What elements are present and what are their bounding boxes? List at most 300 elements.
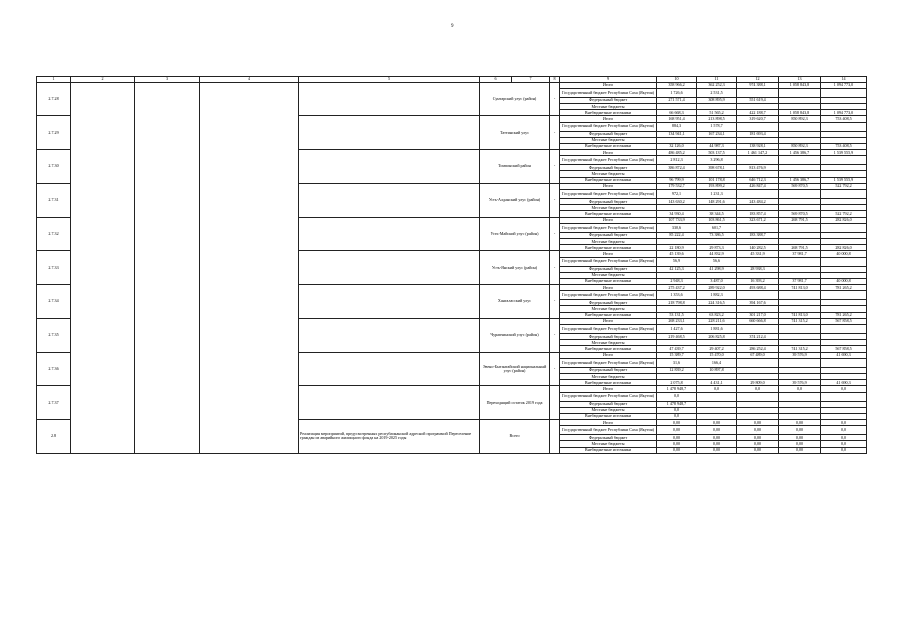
amount-cell: 140 282,5 [737,245,779,251]
item-number: 2.7.29 [37,116,71,150]
amount-cell: 358 966,2 [657,82,697,88]
amount-cell: 67 489,0 [737,352,779,358]
amount-cell: 40 000,8 [821,278,867,284]
amount-cell: 44 832,9 [697,251,737,257]
funding-source-label: Итого [560,82,657,88]
amount-cell: 422 188,7 [737,110,779,116]
amount-cell: 268 233,1 [657,318,697,324]
project-description [299,318,480,352]
amount-cell: 243 484,2 [737,199,779,205]
amount-cell: 271 571,4 [657,97,697,103]
funding-source-label: Местные бюджеты [560,238,657,244]
amount-cell: 39 576,9 [779,380,821,386]
amount-cell [821,325,867,334]
amount-cell: 0,00 [737,426,779,435]
amount-cell: 0,00 [737,441,779,447]
amount-cell: 29 873,3 [697,245,737,251]
amount-cell: 286 252,4 [737,346,779,352]
amount-cell: 41 690,3 [821,380,867,386]
dash-cell: - [550,352,560,386]
funding-source-label: Государственный бюджет Республики Саха (Якутия) [560,358,657,367]
project-description [299,285,480,319]
amount-cell: 4 431,1 [697,380,737,386]
funding-source-label: Федеральный бюджет [560,97,657,103]
funding-source-label: Итого [560,251,657,257]
amount-cell: 1 058 843,8 [779,110,821,116]
amount-cell: 40 000,8 [821,251,867,257]
funding-source-label: Государственный бюджет Республики Саха (Якутия) [560,325,657,334]
amount-cell: 45 139,6 [657,251,697,257]
district-name: Хангаласский улус [480,285,550,319]
amount-cell: 1 882,3 [697,291,737,300]
amount-cell: 148 291,6 [697,199,737,205]
item-number: 2.7.31 [37,183,71,217]
project-description [299,183,480,217]
funding-source-label: Итого [560,183,657,189]
amount-cell: 63 823,2 [697,312,737,318]
district-name: Таттинский улус [480,116,550,150]
amount-cell: 0,0 [737,386,779,392]
amount-cell: 101 178,8 [697,177,737,183]
amount-cell: 0,00 [657,426,697,435]
amount-cell: 219 468,5 [657,334,697,340]
amount-cell [779,257,821,266]
amount-cell: 41 690,3 [821,352,867,358]
amount-cell: 56,6 [697,257,737,266]
funding-source-label: Внебюджетные источники [560,413,657,419]
dash-cell: - [550,318,560,352]
amount-cell: 813 476,9 [737,165,779,171]
amount-cell: 0,0 [821,426,867,435]
amount-cell: 0,00 [697,441,737,447]
amount-cell: 0,0 [821,435,867,441]
dash-cell: - [550,150,560,184]
column-number: 14 [821,77,867,83]
amount-cell: 0,00 [779,435,821,441]
amount-cell [779,88,821,97]
column-number: 2 [71,77,135,83]
amount-cell: 0,00 [657,441,697,447]
amount-cell: 753 408,5 [821,143,867,149]
amount-cell: 22 180,9 [657,245,697,251]
amount-cell [779,190,821,199]
funding-source-label: Государственный бюджет Республики Саха (Якутия) [560,257,657,266]
amount-cell: 486 485,2 [657,150,697,156]
amount-cell: 12 839,2 [657,367,697,373]
dash-cell: - [550,251,560,285]
amount-cell: 0,00 [737,435,779,441]
amount-cell: 972,1 [657,190,697,199]
amount-cell [821,88,867,97]
amount-cell: 601,7 [697,223,737,232]
item-number: 2.7.30 [37,150,71,184]
funding-source-label: Местные бюджеты [560,373,657,379]
amount-cell: 386 872,4 [657,165,697,171]
amount-cell [737,190,779,199]
funding-source-label: Местные бюджеты [560,171,657,177]
amount-cell: 0,00 [779,420,821,426]
amount-cell: 1 539 555,9 [821,177,867,183]
amount-cell: 29 407,2 [697,346,737,352]
amount-cell: 38 344,5 [697,211,737,217]
amount-cell: 1 427,6 [657,325,697,334]
amount-cell: 569 870,5 [779,183,821,189]
funding-source-label: Местные бюджеты [560,306,657,312]
amount-cell: 181 693,4 [737,131,779,137]
amount-cell: 45 331,9 [737,251,779,257]
column-number: 6 [480,77,512,83]
amount-cell: 741 813,0 [779,285,821,291]
amount-cell [779,156,821,165]
funding-source-label: Государственный бюджет Республики Саха (Якутия) [560,392,657,401]
amount-cell: 0,00 [697,447,737,453]
amount-cell: 193 899,2 [697,183,737,189]
funding-source-label: Внебюджетные источники [560,143,657,149]
col3-cell [135,82,200,453]
amount-cell: 781 265,2 [821,285,867,291]
funding-source-label: Федеральный бюджет [560,232,657,238]
amount-cell: 15 470,0 [697,352,737,358]
funding-source-label: Государственный бюджет Республики Саха (Якутия) [560,291,657,300]
dash-cell: - [550,116,560,150]
amount-cell: 301 217,0 [737,312,779,318]
amount-cell: 0,00 [657,447,697,453]
amount-cell: 0,00 [779,441,821,447]
column-number: 12 [737,77,779,83]
funding-source-label: Государственный бюджет Республики Саха (Якутия) [560,156,657,165]
amount-cell: 218 798,8 [657,300,697,306]
amount-cell: 660 666,8 [737,318,779,324]
funding-source-label: Федеральный бюджет [560,401,657,407]
amount-cell: 0,0 [821,447,867,453]
amount-cell: 228 211,6 [697,318,737,324]
amount-cell: 0,0 [779,386,821,392]
amount-cell: 1 478 948,7 [657,386,697,392]
amount-cell: 323 671,2 [737,217,779,223]
amount-cell: 1 881,6 [697,325,737,334]
amount-cell [821,122,867,131]
amount-cell: 34 930,4 [657,211,697,217]
amount-cell [737,122,779,131]
amount-cell: 850 892,3 [779,143,821,149]
district-name: Усть-Янский улус (район) [480,251,550,285]
column-number: 7 [512,77,550,83]
district-name: Переходящий остаток 2019 года [480,386,550,420]
amount-cell: 41 298,9 [697,266,737,272]
amount-cell: 503 137,5 [697,150,737,156]
amount-cell: 168 951,4 [657,116,697,122]
amount-cell [821,223,867,232]
amount-cell: 103 861,5 [697,217,737,223]
funding-source-label: Внебюджетные источники [560,211,657,217]
funding-source-label: Итого [560,318,657,324]
amount-cell: 282 826,0 [821,245,867,251]
amount-cell [779,122,821,131]
project-description [299,150,480,184]
funding-source-label: Внебюджетные источники [560,447,657,453]
funding-source-label: Государственный бюджет Республики Саха (Якутия) [560,223,657,232]
funding-source-label: Местные бюджеты [560,137,657,143]
amount-cell: 646 712,3 [737,177,779,183]
amount-cell: 741 813,0 [779,312,821,318]
amount-cell: 0,00 [737,447,779,453]
amount-cell: 167 234,1 [697,131,737,137]
amount-cell: 0,00 [779,447,821,453]
district-name: Чурапчинский улус (район) [480,318,550,352]
funding-source-label: Внебюджетные источники [560,312,657,318]
amount-cell [821,257,867,266]
funding-source-label: Местные бюджеты [560,340,657,346]
amount-cell [779,358,821,367]
amount-cell: 206 825,8 [697,334,737,340]
amount-cell: 282 826,0 [821,217,867,223]
funding-source-label: Местные бюджеты [560,205,657,211]
funding-source-label: Федеральный бюджет [560,131,657,137]
amount-cell: 224 316,5 [697,300,737,306]
funding-source-label: Федеральный бюджет [560,367,657,373]
district-name: Сунтарский улус (район) [480,82,550,116]
amount-cell: 0,00 [697,420,737,426]
amount-cell: 426 847,4 [737,183,779,189]
amount-cell: 3 487,0 [697,278,737,284]
amount-cell: 44 987,3 [697,143,737,149]
amount-cell [821,392,867,401]
funding-source-label: Федеральный бюджет [560,165,657,171]
funding-source-label: Внебюджетные источники [560,346,657,352]
amount-cell [697,392,737,401]
amount-cell: 37 981,7 [779,251,821,257]
amount-cell: 179 532,7 [657,183,697,189]
amount-cell: 32 126,0 [657,143,697,149]
amount-cell: 134 941,1 [657,131,697,137]
amount-cell: 1 058 843,8 [779,82,821,88]
amount-cell: 753 408,5 [821,116,867,122]
funding-source-label: Внебюджетные источники [560,177,657,183]
project-description [299,251,480,285]
district-name: Эвено-Бытантайский национальный улус (район) [480,352,550,386]
amount-cell: 522 792,2 [821,211,867,217]
amount-cell: 493 688,4 [737,285,779,291]
funding-source-label: Федеральный бюджет [560,266,657,272]
column-number: 10 [657,77,697,83]
funding-source-label: Внебюджетные источники [560,110,657,116]
project-description [299,217,480,251]
funding-source-label: Государственный бюджет Республики Саха (Якутия) [560,88,657,97]
project-description [299,386,480,420]
amount-cell: 10 897,8 [697,367,737,373]
amount-cell [821,156,867,165]
funding-source-label: Федеральный бюджет [560,435,657,441]
amount-cell: 143 630,2 [657,199,697,205]
column-number: 9 [560,77,657,83]
dash-cell [550,386,560,420]
amount-cell [821,190,867,199]
amount-cell: 850 892,3 [779,116,821,122]
amount-cell: 0,00 [697,435,737,441]
item-number: 2.7.32 [37,217,71,251]
amount-cell: 308 895,9 [697,97,737,103]
amount-cell: 85 222,4 [657,232,697,238]
amount-cell: 0,0 [657,413,697,419]
amount-cell [737,358,779,367]
amount-cell [737,325,779,334]
amount-cell [779,325,821,334]
amount-cell [737,392,779,401]
column-number: 3 [135,77,200,83]
amount-cell: 2 531,5 [697,88,737,97]
funding-source-label: Итого [560,352,657,358]
amount-cell: 53 131,5 [657,312,697,318]
amount-cell: 73 386,5 [697,232,737,238]
amount-cell: 551 619,4 [737,97,779,103]
amount-cell: 31,6 [657,358,697,367]
dash-cell: - [550,82,560,116]
amount-cell [737,88,779,97]
amount-cell: 183 857,4 [737,211,779,217]
amount-cell: 0,00 [657,420,697,426]
project-description: Реализация мероприятий, предусмотренных республиканской адресной программой Переселение граждан из аварийного жилищного фонда на 2019-2025 годы [299,420,480,454]
amount-cell: 0,0 [697,386,737,392]
amount-cell: 56,9 [657,257,697,266]
amount-cell: 374 212,4 [737,334,779,340]
amount-cell [779,392,821,401]
amount-cell: 96 799,9 [657,177,697,183]
amount-cell: 1 456 386,7 [779,177,821,183]
amount-cell: 268 791,5 [779,245,821,251]
amount-cell: 138 928,1 [737,143,779,149]
funding-source-label: Итого [560,386,657,392]
funding-source-label: Итого [560,150,657,156]
project-description [299,352,480,386]
amount-cell: 741 315,2 [779,318,821,324]
amount-cell: 569 870,5 [779,211,821,217]
amount-cell: 3 296,8 [697,156,737,165]
amount-cell [737,291,779,300]
project-description [299,82,480,116]
amount-cell: 1 456 386,7 [779,150,821,156]
amount-cell: 15 389,7 [657,352,697,358]
project-description [299,116,480,150]
amount-cell: 0,0 [657,392,697,401]
col2-cell [71,82,135,453]
amount-cell: 567 858,5 [821,346,867,352]
page-number: 9 [451,24,454,29]
col4-cell [200,82,299,453]
dash-cell [550,420,560,454]
item-number: 2.7.28 [37,82,71,116]
amount-cell [821,291,867,300]
funding-source-label: Внебюджетные источники [560,245,657,251]
amount-cell: 66 668,3 [657,110,697,116]
amount-cell: 0,0 [821,441,867,447]
item-number: 2.7.36 [37,352,71,386]
amount-cell: 29 809,0 [737,380,779,386]
amount-cell: 974 388,1 [737,82,779,88]
amount-cell: 1 231,3 [697,190,737,199]
funding-source-label: Государственный бюджет Республики Саха (Якутия) [560,190,657,199]
amount-cell: 1 461 147,2 [737,150,779,156]
funding-source-label: Местные бюджеты [560,103,657,109]
amount-cell: 0,0 [657,407,697,413]
funding-source-label: Федеральный бюджет [560,300,657,306]
amount-cell: 741 315,2 [779,346,821,352]
amount-cell [779,223,821,232]
amount-cell: 28 938,3 [737,266,779,272]
amount-cell: 107 733,9 [657,217,697,223]
amount-cell: 522 792,2 [821,183,867,189]
funding-source-label: Внебюджетные источники [560,380,657,386]
amount-cell: 183 388,7 [737,232,779,238]
amount-cell: 47 439,7 [657,346,697,352]
column-number: 5 [299,77,480,83]
item-number: 2.7.35 [37,318,71,352]
column-number: 1 [37,77,71,83]
funding-source-label: Внебюджетные источники [560,278,657,284]
amount-cell: 166,4 [697,358,737,367]
item-number: 2.7.33 [37,251,71,285]
funding-source-label: Местные бюджеты [560,441,657,447]
amount-cell [737,156,779,165]
district-name: Томпонский район [480,150,550,184]
amount-cell: 567 858,5 [821,318,867,324]
amount-cell: 0,00 [737,420,779,426]
amount-cell: 1 478 948,7 [657,401,697,407]
funding-source-label: Итого [560,116,657,122]
amount-cell: 1 094 773,0 [821,110,867,116]
funding-source-label: Местные бюджеты [560,407,657,413]
amount-cell: 275 437,2 [657,285,697,291]
item-number: 2.7.34 [37,285,71,319]
amount-cell [737,223,779,232]
amount-cell: 362 252,3 [697,82,737,88]
amount-cell: 213 898,5 [697,116,737,122]
funding-source-label: Федеральный бюджет [560,199,657,205]
district-name: Усть-Майский улус (район) [480,217,550,251]
amount-cell: 330,6 [657,223,697,232]
amount-cell: 16 393,2 [737,278,779,284]
amount-cell: 289 922,0 [697,285,737,291]
district-name: Усть-Алданский улус (район) [480,183,550,217]
amount-cell: 268 791,5 [779,217,821,223]
amount-cell: 0,00 [697,426,737,435]
district-name: Всего [480,420,550,454]
dash-cell: - [550,217,560,251]
column-number: 8 [550,77,560,83]
amount-cell: 1 578,7 [697,122,737,131]
amount-cell [737,257,779,266]
column-number: 4 [200,77,299,83]
amount-cell: 2 948,3 [657,278,697,284]
amount-cell: 2 075,8 [657,380,697,386]
item-number: 2.8 [37,420,71,454]
amount-cell: 319 620,7 [737,116,779,122]
funding-source-label: Государственный бюджет Республики Саха (Якутия) [560,426,657,435]
budget-table [36,76,867,454]
amount-cell: 2 812,3 [657,156,697,165]
amount-cell: 1 726,6 [657,88,697,97]
funding-source-label: Федеральный бюджет [560,334,657,340]
amount-cell: 781 265,2 [821,312,867,318]
amount-cell: 51 565,2 [697,110,737,116]
item-number: 2.7.37 [37,386,71,420]
amount-cell: 1 353,6 [657,291,697,300]
amount-cell: 39 576,9 [779,352,821,358]
funding-source-label: Итого [560,420,657,426]
amount-cell: 0,0 [821,386,867,392]
amount-cell: 1 094 773,0 [821,82,867,88]
amount-cell: 0,00 [779,426,821,435]
dash-cell: - [550,183,560,217]
